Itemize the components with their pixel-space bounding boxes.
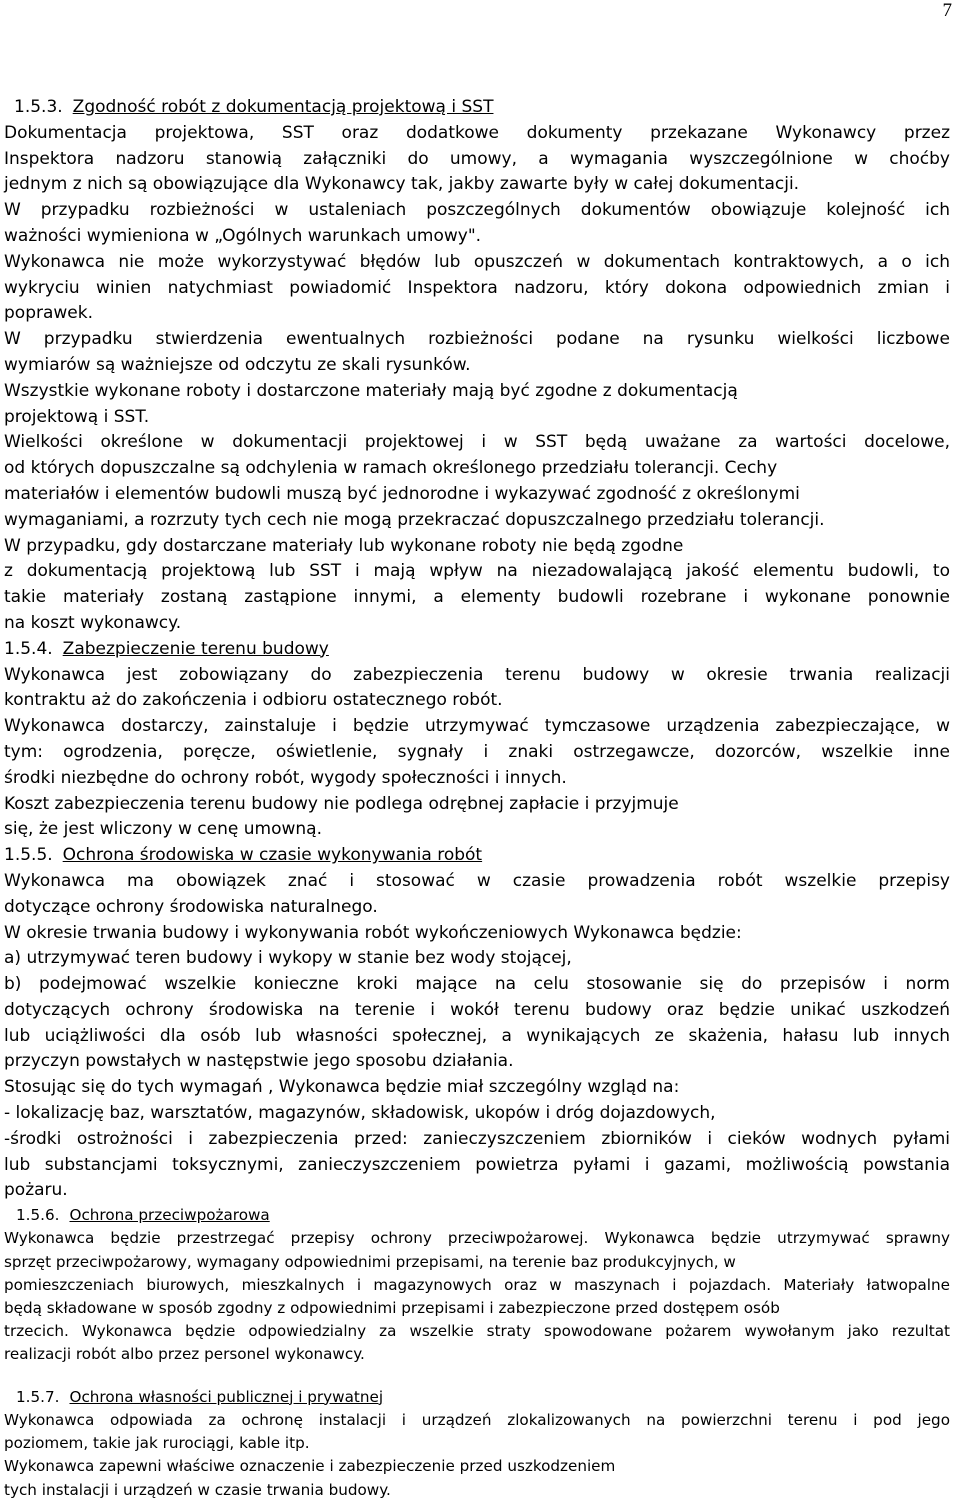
- text-line: środki niezbędne do ochrony robót, wygody społeczności i innych.: [4, 767, 567, 788]
- section-body-1-5-4: [4, 663, 950, 844]
- text-line: realizacji robót albo przez personel wykonawcy.: [4, 1345, 365, 1364]
- section-title: Zgodność robót z dokumentacją projektową i SST: [72, 97, 494, 117]
- section-number: 1.5.7.: [16, 1387, 60, 1406]
- text-line: lub uciążliwości dla osób lub własności społecznej, a wynikających ze skażenia, hałasu lub innych: [4, 1025, 950, 1046]
- section-title: Ochrona środowiska w czasie wykonywania robót: [62, 845, 483, 866]
- document-body: [4, 95, 950, 1502]
- section-number: 1.5.4.: [4, 638, 53, 659]
- text-line: Wykonawca ma obowiązek znać i stosować w czasie prowadzenia robót wszelkie przepisy: [4, 870, 950, 891]
- text-line: pomieszczeniach biurowych, mieszkalnych i magazynowych oraz w maszynach i pojazdach. Materiały łatwopalne: [4, 1275, 950, 1294]
- text-line: Inspektora nadzoru stanowią załączniki do umowy, a wymagania wyszczególnione w choćby: [4, 148, 950, 169]
- text-line: dotyczące ochrony środowiska naturalnego.: [4, 896, 378, 917]
- text-line: tych instalacji i urządzeń w czasie trwania budowy.: [4, 1480, 391, 1499]
- section-body-1-5-5: [4, 869, 950, 1204]
- text-line: W przypadku, gdy dostarczane materiały lub wykonane roboty nie będą zgodne: [4, 535, 684, 556]
- text-line: W przypadku stwierdzenia ewentualnych rozbieżności podane na rysunku wielkości liczbowe: [4, 329, 950, 350]
- text-line: sprzęt przeciwpożarowy, wymagany odpowiednimi przepisami, na terenie baz produkcyjnych, w: [4, 1252, 736, 1271]
- text-line: wymiarów są ważniejsze od odczytu ze skali rysunków.: [4, 354, 471, 375]
- section-number: 1.5.3.: [14, 97, 63, 117]
- text-line: Wykonawca będzie przestrzegać przepisy ochrony przeciwpożarowej. Wykonawca będzie utrzymywać sprawny: [4, 1229, 950, 1248]
- text-line: pożaru.: [4, 1180, 68, 1201]
- text-line: takie materiały zostaną zastąpione innymi, a elementy budowli rozebrane i wykonane ponownie: [4, 587, 950, 608]
- section-heading-1-5-3: [4, 95, 950, 121]
- text-line: dotyczących ochrony środowiska na terenie i wokół terenu budowy oraz będzie unikać uszkodzeń: [4, 999, 950, 1020]
- text-line: Wykonawca nie może wykorzystywać błędów lub opuszczeń w dokumentach kontraktowych, a o ich: [4, 251, 950, 272]
- text-line: jednym z nich są obowiązujące dla Wykonawcy tak, jakby zawarte były w całej dokumentacji.: [4, 174, 800, 195]
- text-line: Wielkości określone w dokumentacji projektowej i w SST będą uważane za wartości docelowe,: [4, 432, 950, 453]
- section-heading-1-5-6: [4, 1204, 950, 1227]
- text-line: Wykonawca zapewni właściwe oznaczenie i zabezpieczenie przed uszkodzeniem: [4, 1457, 616, 1476]
- section-heading-1-5-5: [4, 843, 950, 869]
- text-line: projektową i SST.: [4, 406, 150, 427]
- text-line: poziomem, takie jak rurociągi, kable itp.: [4, 1434, 310, 1453]
- section-heading-1-5-7: [4, 1386, 950, 1409]
- section-title: Zabezpieczenie terenu budowy: [62, 638, 329, 659]
- text-line: wymaganiami, a rozrzuty tych cech nie mogą przekraczać dopuszczalnego przedziału tolerancji.: [4, 509, 825, 530]
- text-line: poprawek.: [4, 303, 94, 324]
- section-number: 1.5.5.: [4, 845, 53, 866]
- text-line: a) utrzymywać teren budowy i wykopy w stanie bez wody stojącej,: [4, 948, 572, 969]
- text-line: lub substancjami toksycznymi, zanieczyszczeniem powietrza pyłami i gazami, możliwością powstania: [4, 1154, 950, 1175]
- text-line: tym: ogrodzenia, poręcze, oświetlenie, sygnały i znaki ostrzegawcze, dozorców, wszelkie inne: [4, 741, 950, 762]
- text-line: na koszt wykonawcy.: [4, 612, 182, 633]
- text-line: będą składowane w sposób zgodny z odpowiednimi przepisami i zabezpieczone przed dostępem osób: [4, 1299, 780, 1318]
- page-number: 7: [942, 0, 952, 21]
- text-line: trzecich. Wykonawca będzie odpowiedzialny za wszelkie straty spowodowane pożarem wywołanym jako rezultat: [4, 1322, 950, 1341]
- text-line: materiałów i elementów budowli muszą być jednorodne i wykazywać zgodność z określonymi: [4, 483, 800, 504]
- text-line: - lokalizację baz, warsztatów, magazynów, składowisk, ukopów i dróg dojazdowych,: [4, 1103, 716, 1124]
- text-line: Stosując się do tych wymagań , Wykonawca będzie miał szczególny wzgląd na:: [4, 1077, 680, 1098]
- text-line: W okresie trwania budowy i wykonywania robót wykończeniowych Wykonawca będzie:: [4, 922, 742, 943]
- text-line: się, że jest wliczony w cenę umowną.: [4, 819, 322, 840]
- text-line: od których dopuszczalne są odchylenia w ramach określonego przedziału tolerancji. Cechy: [4, 458, 778, 479]
- text-line: kontraktu aż do zakończenia i odbioru ostatecznego robót.: [4, 690, 503, 711]
- text-line: wykryciu winien natychmiast powiadomić Inspektora nadzoru, który dokona odpowiednich zmian i: [4, 277, 950, 298]
- text-line: Wykonawca odpowiada za ochronę instalacji i urządzeń zlokalizowanych na powierzchni terenu i pod jego: [4, 1410, 950, 1429]
- text-line: -środki ostrożności i zabezpieczenia przed: zanieczyszczeniem zbiorników i cieków wodnych pyłami: [4, 1128, 950, 1149]
- text-line: przyczyn powstałych w następstwie jego sposobu działania.: [4, 1051, 514, 1072]
- text-line: W przypadku rozbieżności w ustaleniach poszczególnych dokumentów obowiązuje kolejność ich: [4, 200, 950, 221]
- text-line: z dokumentacją projektową lub SST i mają wpływ na niezadowalającą jakość elementu budowli, to: [4, 561, 950, 582]
- text-line: Koszt zabezpieczenia terenu budowy nie podlega odrębnej zapłacie i przyjmuje: [4, 793, 679, 814]
- text-line: ważności wymieniona w „Ogólnych warunkach umowy".: [4, 225, 482, 246]
- text-line: b) podejmować wszelkie konieczne kroki mające na celu stosowanie się do przepisów i norm: [4, 974, 950, 995]
- text-line: Wszystkie wykonane roboty i dostarczone materiały mają być zgodne z dokumentacją: [4, 380, 738, 401]
- spacer: [4, 1367, 950, 1386]
- section-heading-1-5-4: [4, 637, 950, 663]
- section-body-1-5-7: [4, 1409, 950, 1502]
- section-body-1-5-3: [4, 121, 950, 637]
- section-title: Ochrona własności publicznej i prywatnej: [69, 1387, 384, 1406]
- text-line: Wykonawca dostarczy, zainstaluje i będzie utrzymywać tymczasowe urządzenia zabezpieczające, w: [4, 716, 950, 737]
- section-title: Ochrona przeciwpożarowa: [69, 1206, 270, 1225]
- section-number: 1.5.6.: [16, 1206, 60, 1225]
- text-line: Wykonawca jest zobowiązany do zabezpieczenia terenu budowy w okresie trwania realizacji: [4, 664, 950, 685]
- section-body-1-5-6: [4, 1227, 950, 1366]
- text-line: Dokumentacja projektowa, SST oraz dodatkowe dokumenty przekazane Wykonawcy przez: [4, 122, 950, 143]
